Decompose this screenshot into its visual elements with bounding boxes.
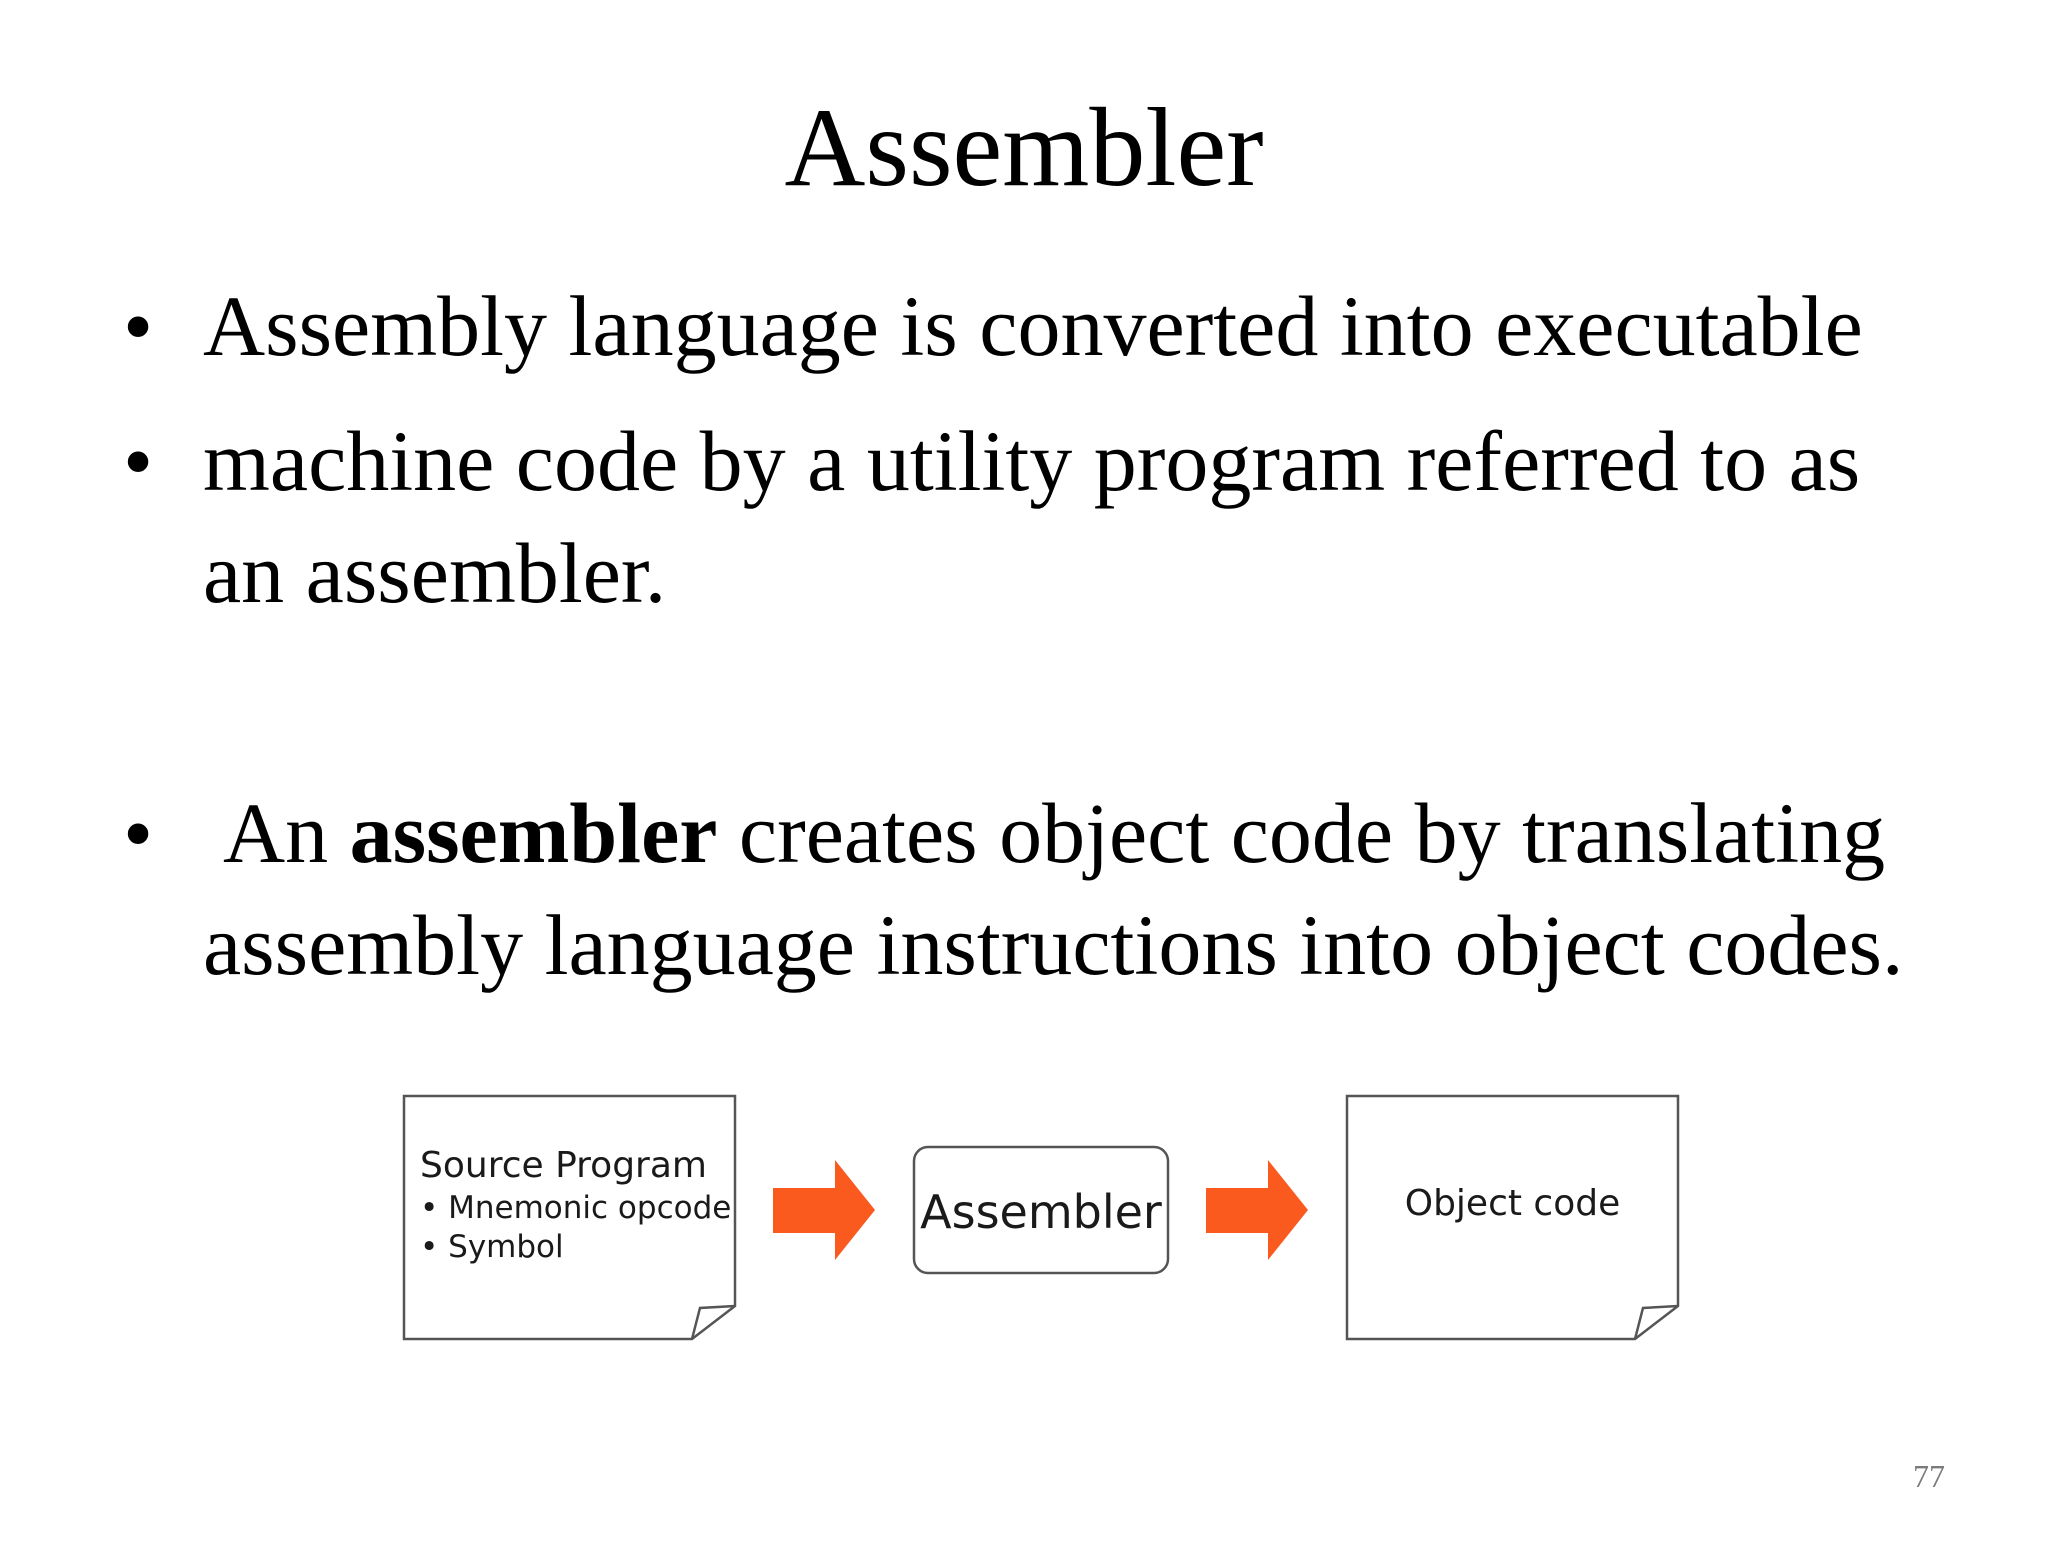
- bullet-3-prefix: An: [223, 785, 350, 881]
- bullet-1-text: Assembly language is converted into executable: [203, 278, 1863, 374]
- bullet-dot: •: [123, 413, 154, 509]
- bullet-dot: •: [123, 278, 154, 374]
- bullet-3-suffix: creates object code by translating: [717, 785, 1886, 881]
- bullet-2-line-2: an assembler.: [203, 525, 667, 621]
- arrow-right-icon-1: [773, 1160, 875, 1260]
- arrow-right-icon-2: [1206, 1160, 1308, 1260]
- bullet-2-line-1: machine code by a utility program referred to as: [203, 413, 1861, 509]
- source-program-item-2: • Symbol: [420, 1229, 564, 1265]
- source-program-item-1: • Mnemonic opcode: [420, 1190, 732, 1226]
- slide-title: Assembler: [784, 86, 1264, 210]
- assembler-box-label: Assembler: [920, 1185, 1162, 1239]
- bullet-3-line-2: assembly language instructions into object codes.: [203, 897, 1904, 993]
- bullet-3-bold-term: assembler: [349, 785, 718, 881]
- object-code-label: Object code: [1404, 1183, 1621, 1224]
- source-program-title: Source Program: [420, 1145, 707, 1186]
- page-number: 77: [1913, 1458, 1945, 1494]
- bullet-dot: •: [123, 785, 154, 881]
